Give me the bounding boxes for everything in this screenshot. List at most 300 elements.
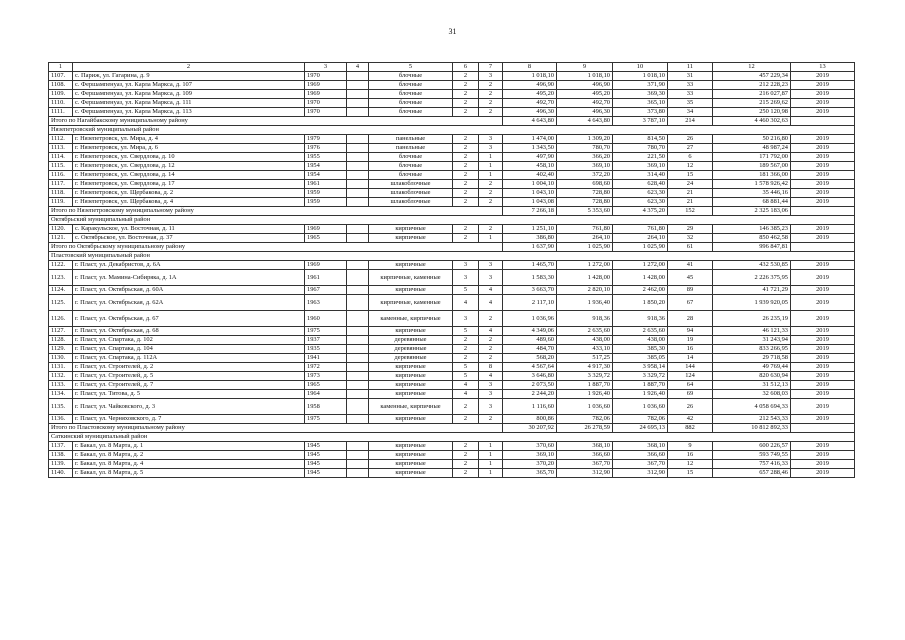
table-cell: 1969	[305, 90, 347, 99]
table-cell: 2019	[791, 381, 855, 390]
table-cell: 1115.	[49, 162, 73, 171]
table-cell: 1	[479, 442, 503, 451]
table-row	[49, 399, 855, 415]
subtotal-row	[49, 117, 855, 126]
table-cell: 593 749,55	[713, 451, 791, 460]
table-cell	[347, 345, 369, 354]
section-row	[49, 252, 855, 261]
table-cell: 1 428,00	[557, 270, 613, 286]
table-cell: 1 036,60	[557, 399, 613, 415]
table-cell: 623,30	[613, 198, 668, 207]
table-cell: 312,90	[613, 469, 668, 478]
table-cell: кирпичные	[369, 381, 453, 390]
table-cell: блочные	[369, 162, 453, 171]
table-cell: 1960	[305, 311, 347, 327]
table-cell: 1140.	[49, 469, 73, 478]
table-cell: 42	[668, 415, 713, 424]
table-cell: 9	[668, 442, 713, 451]
header-cell: 6	[453, 63, 479, 72]
table-cell	[347, 162, 369, 171]
table-cell: 8	[479, 363, 503, 372]
table-cell: г. Бакал, ул. 8 Марта, д. 4	[73, 460, 305, 469]
table-cell: 26	[668, 135, 713, 144]
table-cell: 1945	[305, 460, 347, 469]
subtotal-cell: 4 643,80	[557, 117, 613, 126]
table-cell: 46 121,33	[713, 327, 791, 336]
table-cell: 492,70	[503, 99, 557, 108]
table-row	[49, 381, 855, 390]
table-cell: 2019	[791, 162, 855, 171]
table-row	[49, 162, 855, 171]
table-cell: 1110.	[49, 99, 73, 108]
table-cell: г. Пласт, ул. Октябрьская, д. 62А	[73, 295, 305, 311]
table-cell: 2	[453, 180, 479, 189]
table-cell: кирпичные	[369, 460, 453, 469]
table-cell: 189 567,00	[713, 162, 791, 171]
table-cell: г. Пласт, ул. Спартака, д. 102	[73, 336, 305, 345]
section-row	[49, 433, 855, 442]
table-cell: 3 646,80	[503, 372, 557, 381]
table-cell: 4 349,06	[503, 327, 557, 336]
table-cell: 850 462,58	[713, 234, 791, 243]
table-row	[49, 311, 855, 327]
table-cell: 1975	[305, 415, 347, 424]
table-cell: г. Бакал, ул. 8 Марта, д. 2	[73, 451, 305, 460]
table-cell: 1 887,70	[557, 381, 613, 390]
table-cell: 918,36	[557, 311, 613, 327]
table-row	[49, 460, 855, 469]
table-cell: с. Париж, ул. Гагарина, д. 9	[73, 72, 305, 81]
table-cell: 94	[668, 327, 713, 336]
table-cell: 2	[453, 135, 479, 144]
table-cell: 4	[453, 390, 479, 399]
subtotal-row	[49, 424, 855, 433]
table-cell: шлакоблочные	[369, 180, 453, 189]
table-cell: 3	[479, 72, 503, 81]
table-cell: 1959	[305, 198, 347, 207]
table-row	[49, 336, 855, 345]
table-cell: 438,00	[557, 336, 613, 345]
subtotal-cell: 4 460 302,63	[713, 117, 791, 126]
table-cell	[347, 399, 369, 415]
table-cell: 41 721,29	[713, 286, 791, 295]
table-cell: 1 887,70	[613, 381, 668, 390]
table-cell: г. Пласт, ул. Октябрьская, д. 60А	[73, 286, 305, 295]
table-cell: 368,10	[557, 442, 613, 451]
table-cell: 2	[479, 99, 503, 108]
table-cell: 2019	[791, 327, 855, 336]
table-cell: г. Нязепетровск, ул. Свердлова, д. 12	[73, 162, 305, 171]
table-cell	[347, 442, 369, 451]
table-cell: каменные, кирпичные	[369, 399, 453, 415]
table-cell: 4	[479, 372, 503, 381]
table-cell: 495,20	[557, 90, 613, 99]
table-cell: 2	[479, 354, 503, 363]
table-cell: 3	[479, 390, 503, 399]
table-cell: 21	[668, 189, 713, 198]
table-cell: блочные	[369, 108, 453, 117]
table-cell: 1139.	[49, 460, 73, 469]
subtotal-cell: 7 266,18	[503, 207, 557, 216]
table-cell: 1	[479, 162, 503, 171]
header-cell: 1	[49, 63, 73, 72]
header-cell: 12	[713, 63, 791, 72]
table-cell: 366,20	[557, 153, 613, 162]
table-cell: 1963	[305, 295, 347, 311]
table-cell: 2019	[791, 153, 855, 162]
table-cell: 1 272,00	[613, 261, 668, 270]
table-cell	[347, 261, 369, 270]
table-cell: 212 543,33	[713, 415, 791, 424]
table-cell: 2	[453, 189, 479, 198]
table-cell: 3	[479, 270, 503, 286]
table-cell: 1965	[305, 381, 347, 390]
table-row	[49, 180, 855, 189]
table-cell: 3	[479, 261, 503, 270]
table-cell: г. Пласт, ул. Чайковского, д. 3	[73, 399, 305, 415]
table-cell: 2019	[791, 99, 855, 108]
table-cell: 2	[479, 336, 503, 345]
table-cell: 370,20	[503, 460, 557, 469]
header-cell: 8	[503, 63, 557, 72]
table-cell: 48 987,24	[713, 144, 791, 153]
subtotal-cell	[791, 207, 855, 216]
section-title: Саткинский муниципальный район	[49, 433, 855, 442]
table-cell: 1954	[305, 171, 347, 180]
table-cell	[347, 171, 369, 180]
table-cell: 1 043,08	[503, 198, 557, 207]
table-cell: г. Пласт, ул. Титова, д. 5	[73, 390, 305, 399]
table-cell: 372,20	[557, 171, 613, 180]
table-cell: 1	[479, 451, 503, 460]
table-cell: 1967	[305, 286, 347, 295]
table-cell	[347, 295, 369, 311]
table-row	[49, 234, 855, 243]
table-cell: 35	[668, 99, 713, 108]
subtotal-label: Итого по Нагайбакскому муниципальному району	[49, 117, 503, 126]
table-cell: 2019	[791, 295, 855, 311]
table-cell: 457 229,34	[713, 72, 791, 81]
table-cell: кирпичные	[369, 451, 453, 460]
table-cell	[347, 135, 369, 144]
table-cell: 1969	[305, 225, 347, 234]
table-cell	[347, 153, 369, 162]
table-cell: 2	[453, 198, 479, 207]
table-cell: кирпичные	[369, 234, 453, 243]
table-cell	[347, 311, 369, 327]
table-cell: 264,10	[557, 234, 613, 243]
table-cell: 2019	[791, 311, 855, 327]
table-cell: 312,90	[557, 469, 613, 478]
subtotal-cell	[791, 243, 855, 252]
table-cell: 1954	[305, 162, 347, 171]
table-cell: 628,40	[613, 180, 668, 189]
table-cell: г. Пласт, ул. Строителей, д. 7	[73, 381, 305, 390]
table-cell: г. Пласт, ул. Строителей, д. 2	[73, 363, 305, 372]
table-cell: каменные, кирпичные	[369, 311, 453, 327]
table-cell: 2	[453, 162, 479, 171]
table-cell: 623,30	[613, 189, 668, 198]
table-cell: 495,20	[503, 90, 557, 99]
subtotal-cell: 1 025,90	[613, 243, 668, 252]
table-cell: 31	[668, 72, 713, 81]
page-number: 31	[448, 27, 457, 36]
table-cell: 1133.	[49, 381, 73, 390]
table-cell	[347, 372, 369, 381]
table-cell: 1 465,70	[503, 261, 557, 270]
table-cell: 67	[668, 295, 713, 311]
table-cell: 1 474,00	[503, 135, 557, 144]
table-cell: 698,60	[557, 180, 613, 189]
table-cell: 1 043,10	[503, 189, 557, 198]
table-cell: 5	[453, 286, 479, 295]
table-cell: 458,10	[503, 162, 557, 171]
table-cell: 2019	[791, 72, 855, 81]
table-cell: 365,70	[503, 469, 557, 478]
table-cell: 1 428,00	[613, 270, 668, 286]
table-cell: 2	[453, 171, 479, 180]
header-cell: 4	[347, 63, 369, 72]
table-cell: г. Пласт, ул. Декабристов, д. 6А	[73, 261, 305, 270]
table-cell	[347, 144, 369, 153]
table-cell: 2	[453, 225, 479, 234]
table-cell	[347, 180, 369, 189]
table-cell: 438,00	[613, 336, 668, 345]
table-row	[49, 261, 855, 270]
table-cell: 3 958,14	[613, 363, 668, 372]
table-cell: 761,80	[557, 225, 613, 234]
table-cell	[347, 270, 369, 286]
table-cell: 2 244,20	[503, 390, 557, 399]
table-cell: г. Пласт, ул. Мамина-Сибиряка, д. 1А	[73, 270, 305, 286]
table-cell: блочные	[369, 81, 453, 90]
subtotal-cell: 61	[668, 243, 713, 252]
table-cell: 1 018,10	[557, 72, 613, 81]
subtotal-cell: 24 695,13	[613, 424, 668, 433]
table-cell: 2	[453, 108, 479, 117]
table-cell	[347, 363, 369, 372]
table-cell: 50 216,80	[713, 135, 791, 144]
table-cell: 728,80	[557, 189, 613, 198]
table-cell: 1 004,10	[503, 180, 557, 189]
table-cell: блочные	[369, 99, 453, 108]
table-cell: 1127.	[49, 327, 73, 336]
header-cell: 10	[613, 63, 668, 72]
table-cell: 2	[479, 345, 503, 354]
table-cell: 2 820,10	[557, 286, 613, 295]
table-cell: 728,80	[557, 198, 613, 207]
table-cell: г. Нязепетровск, ул. Щербакова, д. 2	[73, 189, 305, 198]
table-cell: деревянные	[369, 354, 453, 363]
table-row	[49, 189, 855, 198]
table-row	[49, 286, 855, 295]
table-cell: 2019	[791, 180, 855, 189]
subtotal-cell: 1 025,90	[557, 243, 613, 252]
table-cell: 2 117,10	[503, 295, 557, 311]
table-cell: г. Бакал, ул. 8 Марта, д. 1	[73, 442, 305, 451]
table-cell: 4	[453, 295, 479, 311]
table-cell: 12	[668, 460, 713, 469]
table-cell: 1 272,00	[557, 261, 613, 270]
table-cell: 365,10	[613, 99, 668, 108]
table-cell: 3	[479, 135, 503, 144]
table-cell: с. Фершампенуаз, ул. Карла Маркса, д. 107	[73, 81, 305, 90]
table-cell: 2019	[791, 135, 855, 144]
table-cell: блочные	[369, 153, 453, 162]
table-cell: 2019	[791, 363, 855, 372]
table-cell: 432 530,85	[713, 261, 791, 270]
table-cell: 1973	[305, 372, 347, 381]
table-cell: 1112.	[49, 135, 73, 144]
table-cell	[347, 327, 369, 336]
table-cell: 2019	[791, 234, 855, 243]
subtotal-label: Итого по Нязепетровскому муниципальному району	[49, 207, 503, 216]
table-cell: 2019	[791, 451, 855, 460]
table-cell: 32	[668, 234, 713, 243]
table-row	[49, 469, 855, 478]
subtotal-label: Итого по Октябрьскому муниципальному району	[49, 243, 503, 252]
table-cell: 2	[479, 415, 503, 424]
table-cell: кирпичные	[369, 286, 453, 295]
table-cell: блочные	[369, 90, 453, 99]
header-cell: 3	[305, 63, 347, 72]
table-cell: 2019	[791, 144, 855, 153]
table-cell: 2019	[791, 354, 855, 363]
table-cell: 1108.	[49, 81, 73, 90]
table-cell: 1135.	[49, 399, 73, 415]
table-cell: 1941	[305, 354, 347, 363]
table-cell: 2019	[791, 415, 855, 424]
table-cell: 1 018,10	[613, 72, 668, 81]
table-row	[49, 225, 855, 234]
subtotal-row	[49, 243, 855, 252]
table-cell: 3 329,72	[557, 372, 613, 381]
table-cell: 2	[479, 198, 503, 207]
table-cell: 782,06	[613, 415, 668, 424]
table-cell: 1116.	[49, 171, 73, 180]
table-cell: 820 630,94	[713, 372, 791, 381]
table-cell: 484,70	[503, 345, 557, 354]
table-cell: 1	[479, 153, 503, 162]
table-cell: 2	[453, 234, 479, 243]
table-cell: 517,25	[557, 354, 613, 363]
table-cell: 1979	[305, 135, 347, 144]
table-cell: 3	[479, 399, 503, 415]
table-cell: 1958	[305, 399, 347, 415]
table-cell: 2019	[791, 336, 855, 345]
table-cell: 402,40	[503, 171, 557, 180]
table-cell: 4	[479, 286, 503, 295]
table-cell: кирпичные, каменные	[369, 295, 453, 311]
table-cell: 496,30	[503, 108, 557, 117]
table-row	[49, 144, 855, 153]
table-cell: 29 718,58	[713, 354, 791, 363]
table-cell: 2019	[791, 225, 855, 234]
table-cell: 146 385,23	[713, 225, 791, 234]
section-title: Октябрьский муниципальный район	[49, 216, 855, 225]
table-cell: 4	[479, 327, 503, 336]
table-cell: 782,06	[557, 415, 613, 424]
table-cell: г. Пласт, ул. Черняховского, д. 7	[73, 415, 305, 424]
table-cell	[347, 225, 369, 234]
table-cell: 3	[453, 261, 479, 270]
table-cell: 1124.	[49, 286, 73, 295]
table-cell: кирпичные	[369, 225, 453, 234]
table-cell: кирпичные	[369, 415, 453, 424]
table-cell: 221,50	[613, 153, 668, 162]
table-cell: 1970	[305, 108, 347, 117]
table-cell: 1121.	[49, 234, 73, 243]
subtotal-cell: 5 353,60	[557, 207, 613, 216]
table-cell: 1131.	[49, 363, 73, 372]
table-cell: 800,86	[503, 415, 557, 424]
table-cell: 1128.	[49, 336, 73, 345]
table-cell: 1134.	[49, 390, 73, 399]
table-cell: 1970	[305, 72, 347, 81]
table-cell: 2019	[791, 90, 855, 99]
table-cell: 34	[668, 108, 713, 117]
table-cell: 2	[453, 72, 479, 81]
table-cell: 2	[453, 144, 479, 153]
table-cell: кирпичные	[369, 390, 453, 399]
table-cell: 2019	[791, 345, 855, 354]
table-cell: 124	[668, 372, 713, 381]
table-cell	[347, 336, 369, 345]
table-cell: 2019	[791, 189, 855, 198]
table-cell: 181 366,00	[713, 171, 791, 180]
subtotal-cell: 4 643,80	[503, 117, 557, 126]
table-cell: г. Пласт, ул. Строителей, д. 5	[73, 372, 305, 381]
subtotal-cell: 214	[668, 117, 713, 126]
table-cell: 2019	[791, 372, 855, 381]
table-cell: 2 226 375,95	[713, 270, 791, 286]
table-cell: 373,80	[613, 108, 668, 117]
header-row	[49, 63, 855, 72]
table-cell: 314,40	[613, 171, 668, 180]
table-cell: 1935	[305, 345, 347, 354]
table-cell: 2	[453, 354, 479, 363]
table-cell: 2019	[791, 270, 855, 286]
table-cell: 1118.	[49, 189, 73, 198]
table-cell: 371,90	[613, 81, 668, 90]
table-cell: 4 917,30	[557, 363, 613, 372]
table-cell: 68 881,44	[713, 198, 791, 207]
table-cell: 367,70	[613, 460, 668, 469]
table-cell: блочные	[369, 171, 453, 180]
table-cell: 1 036,60	[613, 399, 668, 415]
table-cell: с. Каракульское, ул. Восточная, д. 11	[73, 225, 305, 234]
table-cell	[347, 99, 369, 108]
table-cell: 2	[453, 345, 479, 354]
table-cell: 41	[668, 261, 713, 270]
table-row	[49, 327, 855, 336]
subtotal-cell: 30 207,92	[503, 424, 557, 433]
table-cell: 2 635,60	[557, 327, 613, 336]
header-cell: 11	[668, 63, 713, 72]
table-cell: блочные	[369, 72, 453, 81]
table-row	[49, 81, 855, 90]
table-row	[49, 72, 855, 81]
table-row	[49, 171, 855, 180]
subtotal-cell: 10 812 892,33	[713, 424, 791, 433]
table-cell: 1136.	[49, 415, 73, 424]
table-cell: 2	[479, 90, 503, 99]
table-cell: 366,60	[557, 451, 613, 460]
table-cell: деревянные	[369, 336, 453, 345]
subtotal-cell: 996 847,81	[713, 243, 791, 252]
table-cell: 1129.	[49, 345, 73, 354]
table-cell: 2	[453, 81, 479, 90]
